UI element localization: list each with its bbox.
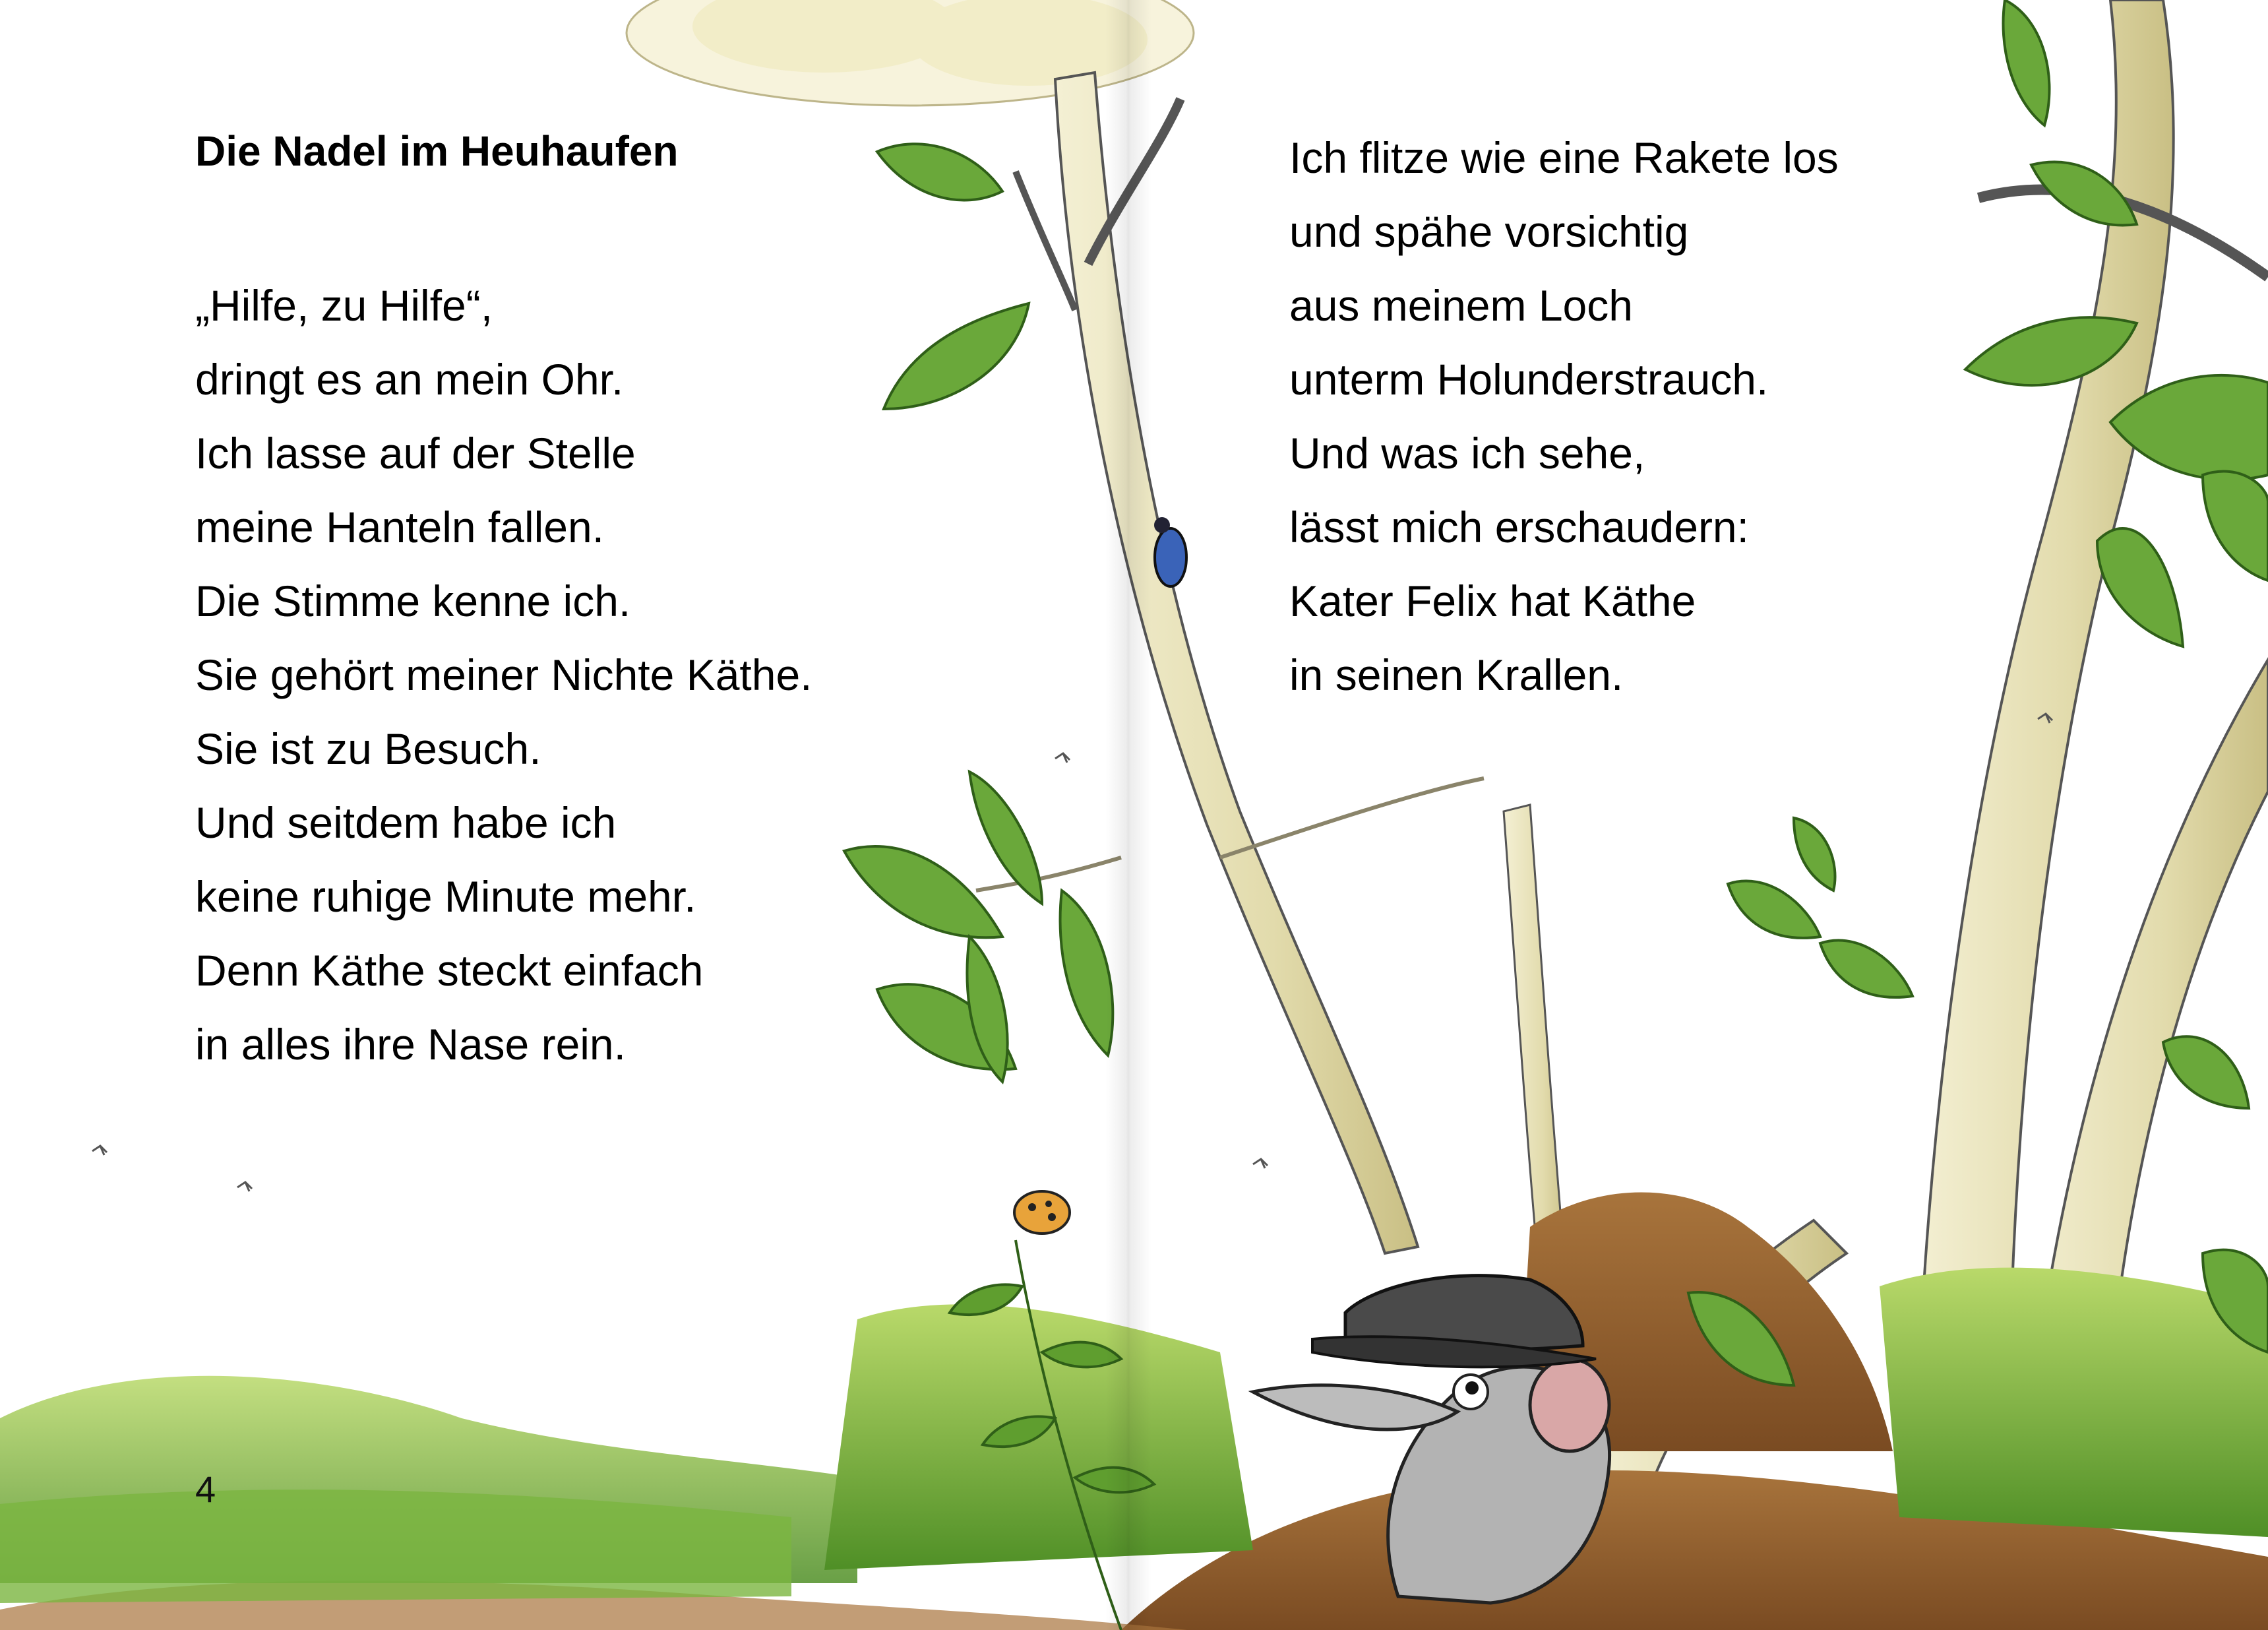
right-page-text xyxy=(1289,121,1839,712)
text-line: unterm Holunderstrauch. xyxy=(1289,355,1769,404)
text-line: Und was ich sehe, xyxy=(1289,429,1645,478)
text-line: Ich flitze wie eine Rakete los xyxy=(1289,133,1839,182)
text-line: Ich lasse auf der Stelle xyxy=(195,429,636,478)
page-number: 4 xyxy=(195,1468,216,1510)
text-line: Kater Felix hat Käthe xyxy=(1289,577,1696,625)
chapter-title: Die Nadel im Heuhaufen xyxy=(195,127,679,175)
left-page-text xyxy=(195,268,812,1081)
text-line: Denn Käthe steckt einfach xyxy=(195,946,704,995)
ladybird xyxy=(1014,1191,1070,1234)
text-line: Sie gehört meiner Nichte Käthe. xyxy=(195,650,812,699)
text-line: lässt mich erschaudern: xyxy=(1289,503,1749,551)
text-line: und spähe vorsichtig xyxy=(1289,207,1689,256)
text-line: aus meinem Loch xyxy=(1289,281,1633,330)
text-line: meine Hanteln fallen. xyxy=(195,503,605,551)
text-line: „Hilfe, zu Hilfe“, xyxy=(195,281,493,330)
beetle xyxy=(1154,517,1186,586)
text-line: in seinen Krallen. xyxy=(1289,650,1624,699)
text-line: keine ruhige Minute mehr. xyxy=(195,872,696,921)
text-line: Die Stimme kenne ich. xyxy=(195,577,631,625)
text-line: in alles ihre Nase rein. xyxy=(195,1020,626,1069)
text-line: Und seitdem habe ich xyxy=(195,798,617,847)
text-line: dringt es an mein Ohr. xyxy=(195,355,624,404)
text-line: Sie ist zu Besuch. xyxy=(195,724,541,773)
book-gutter xyxy=(1105,0,1151,1630)
